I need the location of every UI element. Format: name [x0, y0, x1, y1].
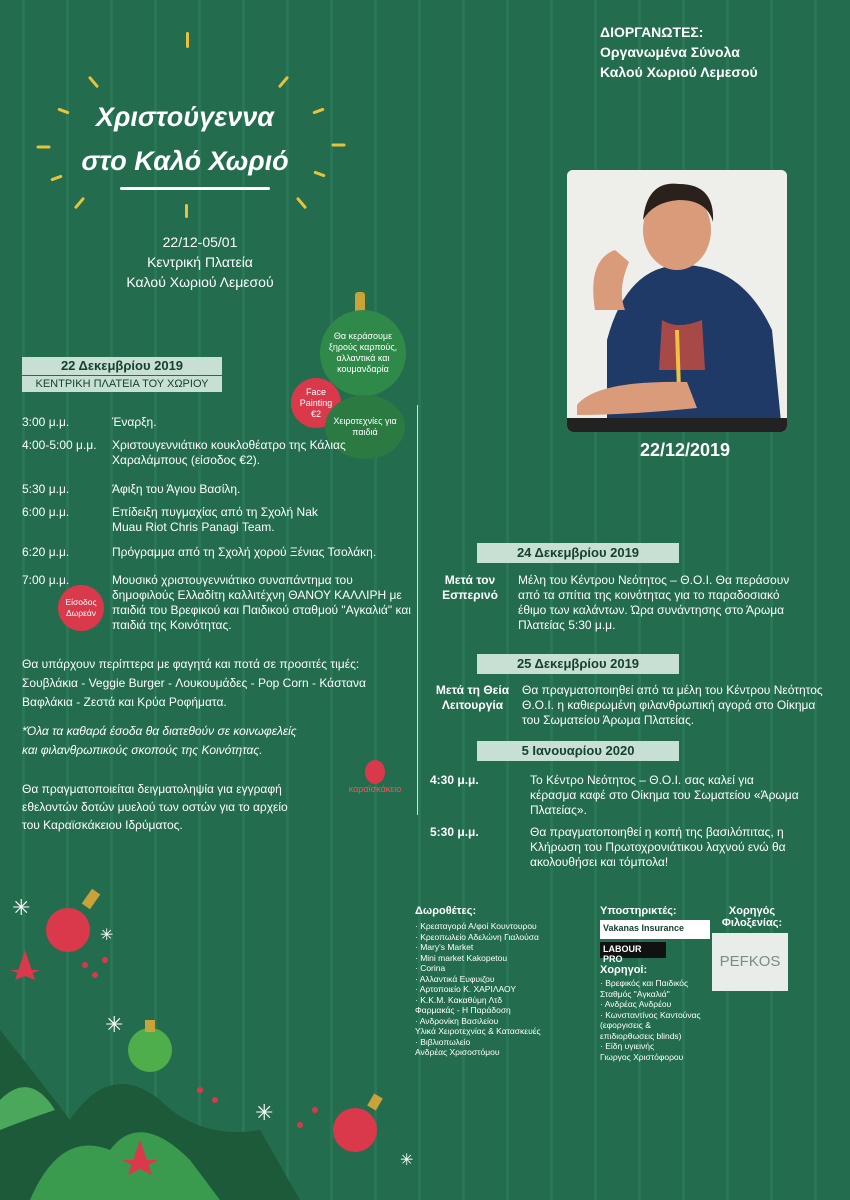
snowflake-icon: ✳: [12, 895, 31, 920]
dec25-desc: Θα πραγματοποιηθεί από τα μέλη του Κέντρου Νεότητος Θ.Ο.Ι. η καθιερωμένη φιλανθρωπική αγορά στο Οίκημα του Σωματείου Άρωμα Πλατείας.: [522, 683, 823, 727]
schedule-time: 3:00 μ.μ.: [22, 415, 70, 429]
donor-item: · Mini market Kakopetou: [415, 952, 508, 963]
karaiskakio-logo: [340, 760, 410, 820]
donor-item: Φαρμακάς - Η Παράδοση: [415, 1005, 511, 1015]
ornament-free-text: Είσοδος Δωρεάν: [65, 597, 97, 618]
hospitality-section: [712, 905, 792, 991]
sponsor-item: · Κωνσταντίνος Καντούνας: [600, 1009, 701, 1020]
donor-item: · Βιβλιοπωλείο: [415, 1036, 471, 1047]
supporters-title: Υποστηρικτές:: [600, 905, 677, 917]
ornament-crafts-text: Χειροτεχνίες για παιδιά: [333, 416, 397, 437]
schedule-row: [22, 545, 422, 559]
sponsor-item: επιδιορθωσεις blinds): [600, 1030, 682, 1041]
hospitality-title-1: Χορηγός: [728, 905, 776, 917]
event-info: [60, 232, 340, 292]
schedule-row: [22, 438, 422, 468]
food-line2: Σουβλάκια - Veggie Burger - Λουκουμάδες - Pop Corn - Κάστανα: [22, 676, 366, 690]
donor-item: · Κρεαταγορά Α/φοί Κουντουρου: [415, 921, 537, 931]
donor-item: · Corina: [415, 963, 446, 973]
donor-item: · Κρεοπωλείο Αδελώνη Γιαλούσα: [415, 931, 539, 942]
donor-item: Ανδρέας Χρισοστόμου: [415, 1047, 500, 1057]
schedule-time: 6:00 μ.μ.: [22, 505, 70, 519]
snowflake-icon: ✳: [255, 1100, 274, 1125]
sponsor-item: Σταθμός "Αγκαλιά": [600, 988, 670, 999]
schedule-row: [22, 505, 422, 535]
jan5-desc: Το Κέντρο Νεότητος – Θ.Ο.Ι. σας καλεί για κέρασμα καφέ στο Οίκημα του Σωματείου «Άρωμα Πλατείας».: [530, 773, 799, 817]
donor-item: · Ανδρονίκη Βασιλείου: [415, 1015, 499, 1026]
sponsor-item: (εφοργισεις &: [600, 1020, 651, 1030]
organizers-line2: Καλού Χωριού Λεμεσού: [600, 64, 758, 80]
schedule-time: 5:30 μ.μ.: [22, 482, 70, 496]
karaiskakio-text: καραϊσκάκειο: [348, 784, 402, 794]
event-title: [40, 95, 330, 183]
supporters-section: [600, 905, 710, 1062]
event-place-line2: Καλού Χωριού Λεμεσού: [126, 274, 274, 290]
title-underline: [120, 187, 270, 190]
donors-section: [415, 905, 590, 1058]
jan5-row: [430, 825, 830, 873]
marrow-line3: του Καραϊσκάκειου Ιδρύματος.: [22, 818, 183, 832]
note-text: [22, 722, 412, 760]
schedule-desc: Μουσικό χριστουγεννιάτικο συναπάντημα του δημοφιλούς Ελλαδίτη καλλιτέχνη ΘΑΝΟΥ ΚΑΛΛΙΡΗ με παιδιά του Βρεφικού και Παιδικού σταθμού "Αγκαλιά" και παιδιά της Κοινότητας.: [112, 573, 411, 632]
schedule-desc: Επίδειξη πυγμαχίας από τη Σχολή Nak Muau Riot Chris Panagi Team.: [112, 505, 318, 534]
schedule-desc: Πρόγραμμα από τη Σχολή χορού Ξένιας Τσολάκη.: [112, 545, 377, 559]
marrow-line2: εθελοντών δοτών μυελού των οστών για το αρχείο: [22, 800, 288, 814]
title-line-1: Χριστούγεννα: [96, 102, 274, 132]
artist-photo: [567, 170, 787, 432]
sponsor-item: Γιωργος Χριστόφορου: [600, 1051, 684, 1062]
food-text: [22, 655, 412, 712]
jan5-date-band: 5 Ιανουαρίου 2020: [477, 741, 679, 761]
donors-title: Δωροθέτες:: [415, 905, 477, 917]
organizers-line1: Οργανωμένα Σύνολα: [600, 44, 740, 60]
schedule-row: [22, 415, 422, 429]
pefkos-logo: PEFKOS: [712, 933, 788, 991]
snowflake-icon: ✳: [400, 1152, 414, 1169]
jan5-time: 5:30 μ.μ.: [430, 825, 479, 839]
donor-item: · Mary's Market: [415, 942, 474, 952]
note-line2: και φιλανθρωπικούς σκοπούς της Κοινότητας.: [22, 743, 263, 757]
donors-list: [415, 921, 590, 1058]
jan5-desc: Θα πραγματοποιηθεί η κοπή της βασιλόπιτας, η Κλήρωση του Πρωτοχρονιάτικου λαχνού ενώ θα ακολουθήσει και τόμπολα!: [530, 825, 786, 869]
dec22-date-band: 22 Δεκεμβρίου 2019: [22, 357, 222, 375]
schedule-desc: Έναρξη.: [112, 415, 157, 429]
artist-illustration: [567, 170, 787, 432]
vakanas-logo: Vakanas Insurance: [600, 920, 710, 939]
schedule-row: [22, 482, 422, 496]
dec25-date-band: 25 Δεκεμβρίου 2019: [477, 654, 679, 674]
column-divider: [417, 405, 418, 815]
sponsors-list: [600, 978, 710, 1062]
donor-item: · Αλλαντικά Ευφυιζου: [415, 973, 495, 984]
balloon-icon: [365, 760, 385, 784]
marrow-text: [22, 780, 352, 834]
donor-item: Υλικά Χειροτεχνίας & Κατασκευές: [415, 1026, 541, 1036]
snowflake-icon: ✳: [100, 927, 114, 944]
schedule-time: 4:00-5:00 μ.μ.: [22, 438, 97, 452]
dec24-date-band: 24 Δεκεμβρίου 2019: [477, 543, 679, 563]
ornament-nuts: [320, 310, 406, 396]
sponsor-item: · Είδη υγιεινής: [600, 1041, 655, 1051]
jan5-row: [430, 773, 830, 817]
ornament-nuts-text: Θα κεράσουμε ξηρούς καρπούς, αλλαντικά και κουμανδαρία: [328, 331, 398, 374]
donor-item: · Αρτοποιείο Κ. ΧΑΡΙΛΑΟΥ: [415, 984, 517, 994]
artist-date: 22/12/2019: [639, 440, 731, 460]
marrow-line1: Θα πραγματοποιείται δειγματοληψία για εγγραφή: [22, 782, 282, 796]
snowflake-icon: ✳: [105, 1012, 124, 1037]
ornament-face-text: Face Painting €2: [299, 386, 333, 419]
organizers-heading: ΔΙΟΡΓΑΝΩΤΕΣ:: [600, 24, 704, 40]
event-place-line1: Κεντρική Πλατεία: [147, 254, 253, 270]
note-line1: *Όλα τα καθαρά έσοδα θα διατεθούν σε κοινωφελείς: [22, 724, 297, 738]
food-line1: Θα υπάρχουν περίπτερα με φαγητά και ποτά σε προσιτές τιμές:: [22, 657, 360, 671]
event-dates: 22/12-05/01: [162, 234, 238, 250]
food-line3: Βαφλάκια - Ζεστά και Κρύα Ροφήματα.: [22, 695, 227, 709]
sponsors-title: Χορηγοί:: [600, 964, 648, 976]
dec24-time: Μετά τον Εσπερινό: [442, 573, 498, 602]
title-line-2: στο Καλό Χωριό: [81, 146, 289, 176]
sponsor-item: · Βρεφικός και Παιδικός: [600, 978, 689, 988]
ornament-free-entry: [58, 585, 104, 631]
dec25-time: Μετά τη Θεία Λειτουργία: [435, 683, 510, 712]
hospitality-title-2: Φιλοξενίας:: [721, 917, 783, 929]
dec22-location-band: ΚΕΝΤΡΙΚΗ ΠΛΑΤΕΙΑ ΤΟΥ ΧΩΡΙΟΥ: [22, 376, 222, 392]
dec24-desc: Μέλη του Κέντρου Νεότητος – Θ.Ο.Ι. Θα περάσουν από τα σπίτια της κοινότητας για το παραδοσιακό έθιμο των καλάντων. Ώρα συνάντησης στο Άρωμα Πλατείας 5:30 μ.μ.: [518, 573, 790, 632]
labourpro-logo: LABOUR PRO: [600, 942, 666, 958]
christmas-decoration: [0, 860, 430, 1200]
schedule-desc: Χριστουγεννιάτικο κουκλοθέατρο της Κάλιας Χαραλάμπους (είσοδος €2).: [112, 438, 346, 467]
schedule-time: 7:00 μ.μ.: [22, 573, 70, 587]
jan5-time: 4:30 μ.μ.: [430, 773, 479, 787]
sponsor-item: · Ανδρέας Ανδρέου: [600, 999, 672, 1009]
donor-item: · Κ.Κ.Μ. Κακαθύμη Λτδ: [415, 994, 503, 1005]
schedule-desc: Άφιξη του Άγιου Βασίλη.: [112, 482, 241, 496]
organizers: [600, 22, 840, 82]
schedule-time: 6:20 μ.μ.: [22, 545, 70, 559]
